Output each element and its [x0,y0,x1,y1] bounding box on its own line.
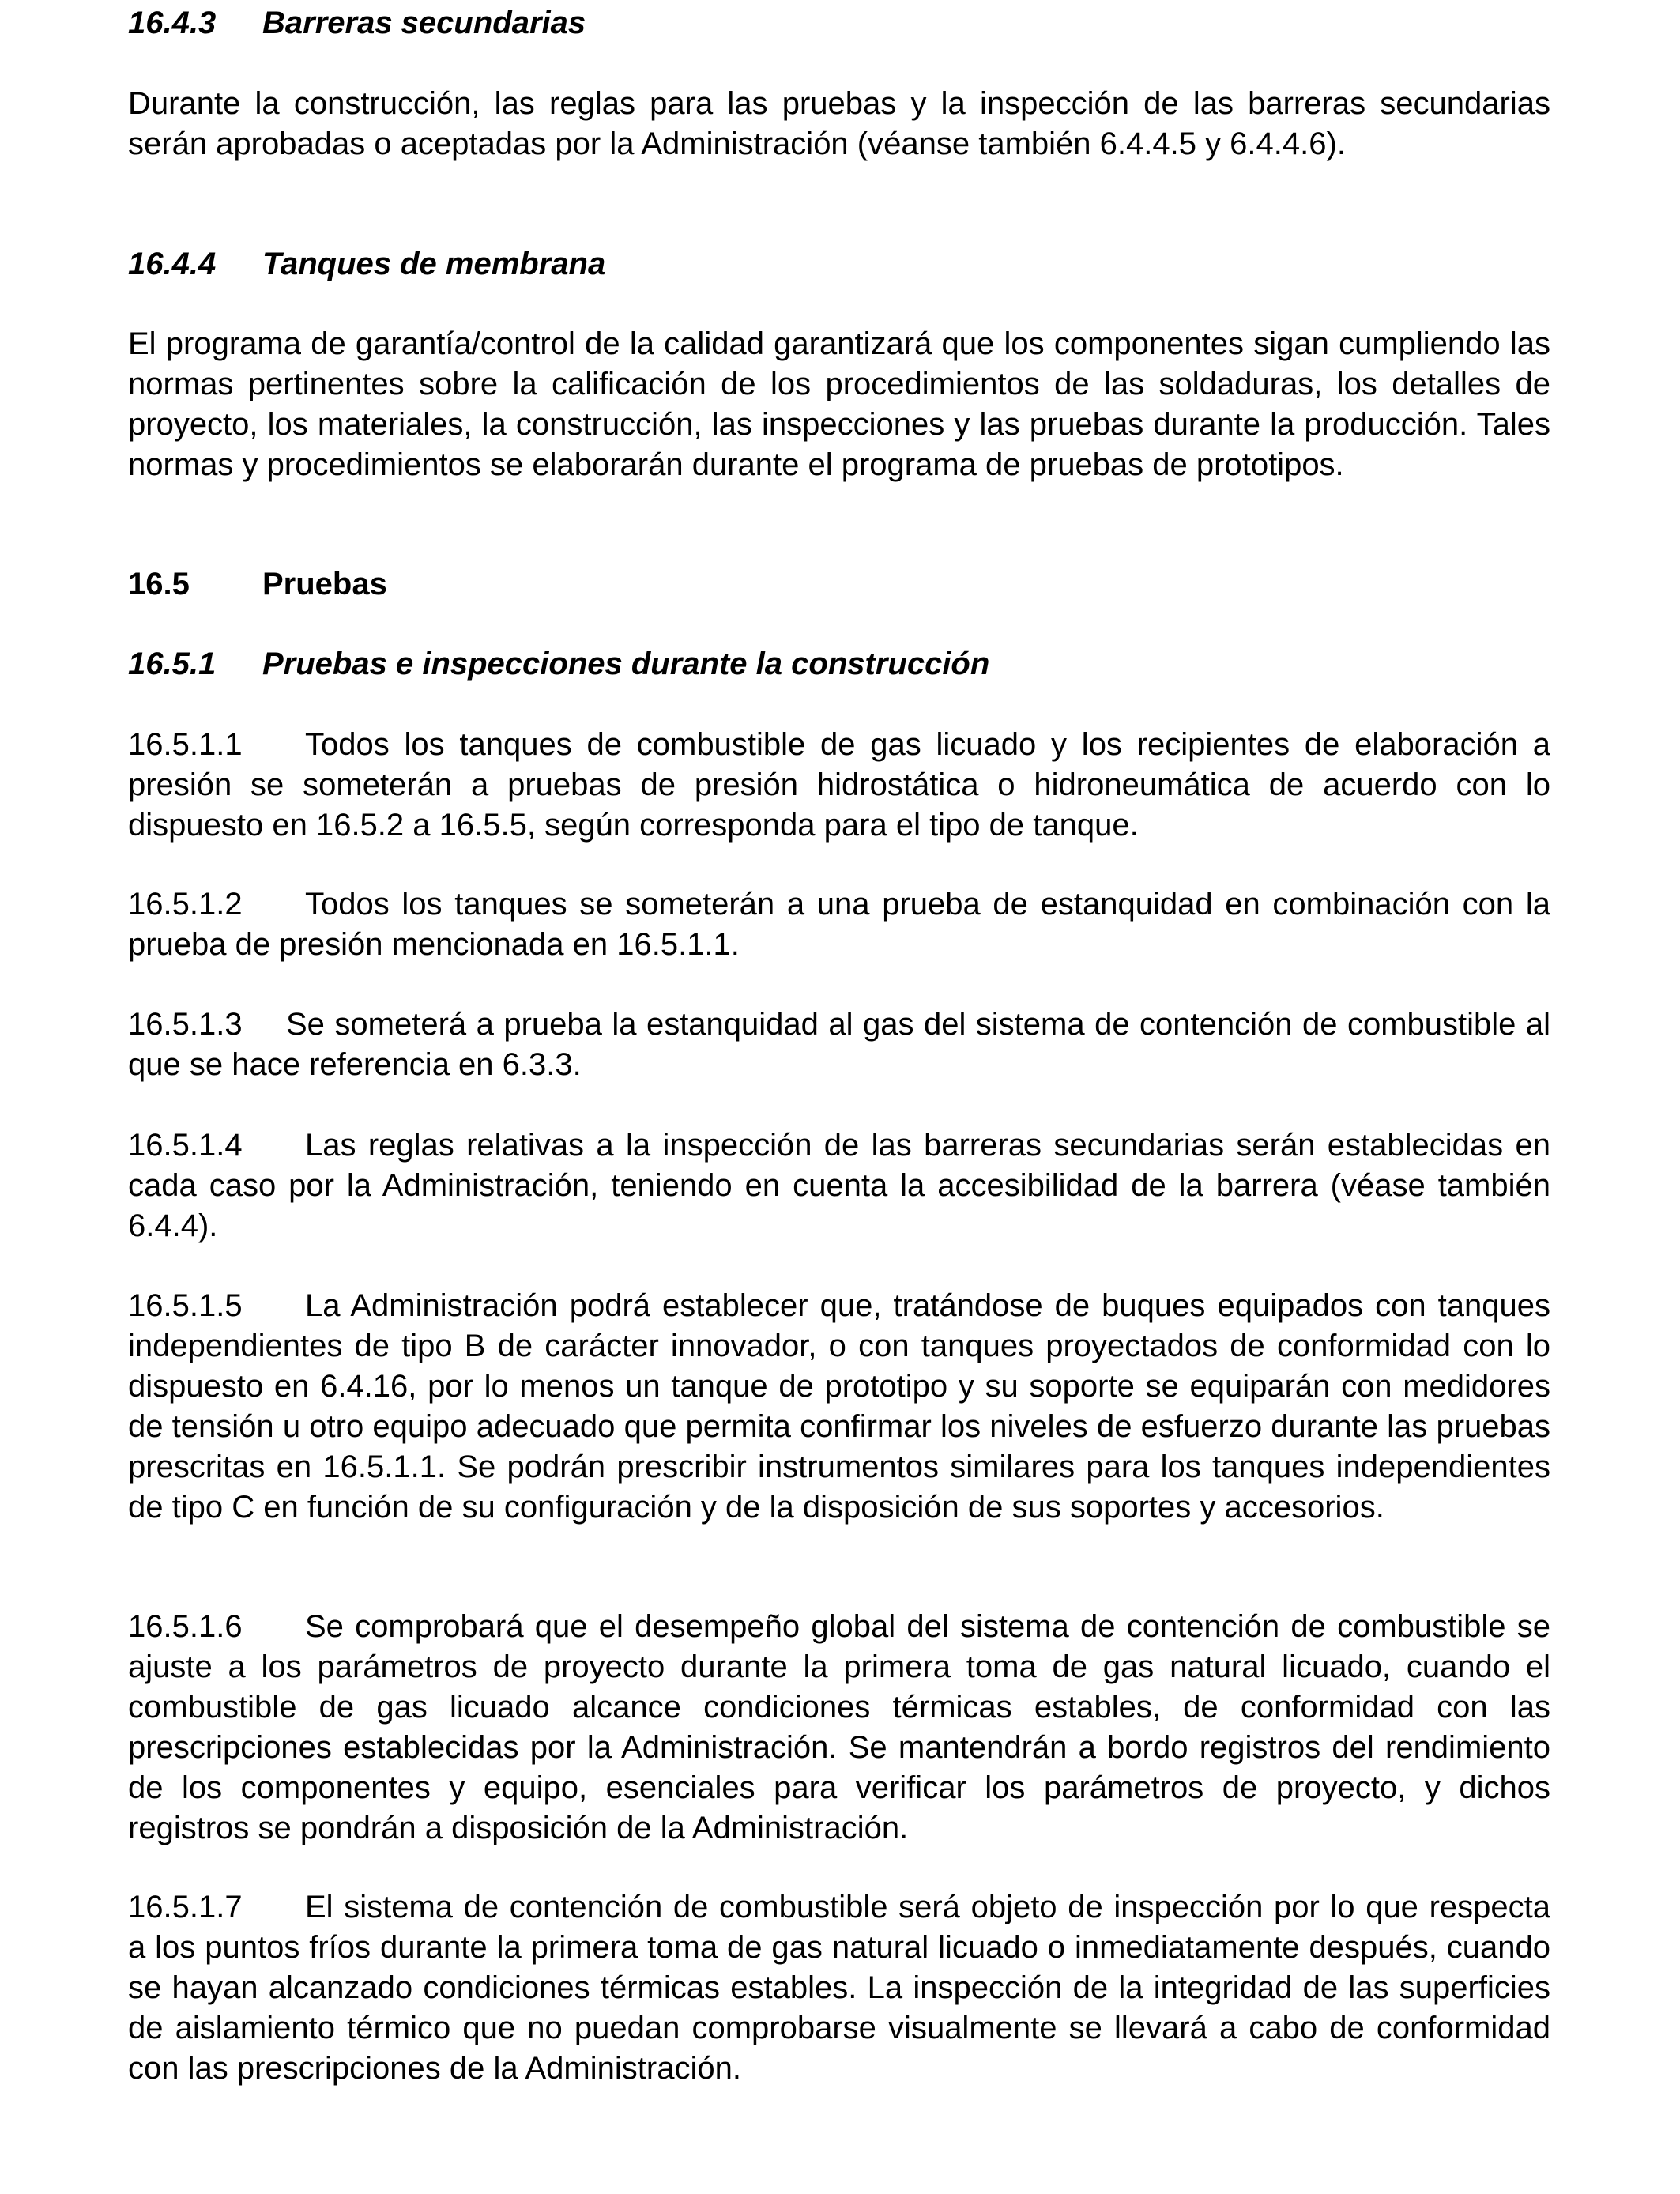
paragraph-text: El sistema de contención de combustible será objeto de inspección por lo que respecta a los puntos fríos durante la primera toma de gas natural licuado o inmediatamente después, cuando se hayan alcanzado condiciones térmicas estables. La inspección de la integridad de las superficies de aislamiento térmico que no puedan comprobarse visualmente se llevará a cabo de conformidad con las prescripciones de la Administración. [128,1890,1550,2086]
paragraph-16-4-3-body: Durante la construcción, las reglas para las pruebas y la inspección de las barreras secundarias serán aprobadas o aceptadas por la Administración (véanse también 6.4.4.5 y 6.4.4.6). [128,86,1550,161]
paragraph-text: Todos los tanques se someterán a una prueba de estanquidad en combinación con la prueba de presión mencionada en 16.5.1.1. [128,887,1550,962]
paragraph-16-5-1-7 [128,1887,1550,2089]
section-number: 16.4.3 [128,6,217,40]
paragraph-16-5-1-1 [128,725,1550,846]
paragraph-number: 16.5.1.3 [128,1007,243,1042]
paragraph-number: 16.5.1.6 [128,1609,243,1644]
section-number: 16.5.1 [128,647,217,681]
paragraph-text: Las reglas relativas a la inspección de las barreras secundarias serán establecidas en cada caso por la Administración, teniendo en cuenta la accesibilidad de la barrera (véase también 6.4.4). [128,1128,1550,1243]
paragraph-number: 16.5.1.4 [128,1128,243,1163]
section-title: Tanques de membrana [262,247,606,281]
paragraph-16-5-1-4 [128,1125,1550,1246]
paragraph-number: 16.5.1.7 [128,1890,243,1924]
heading-16-5 [128,564,387,605]
paragraph-16-5-1-6 [128,1607,1550,1849]
section-number: 16.4.4 [128,247,217,281]
paragraph-16-5-1-3 [128,1005,1550,1085]
paragraph-number: 16.5.1.1 [128,727,243,762]
section-title: Barreras secundarias [262,6,586,40]
paragraph-number: 16.5.1.5 [128,1288,243,1323]
heading-16-4-4 [128,244,605,285]
paragraph-number: 16.5.1.2 [128,887,243,922]
section-title: Pruebas [262,567,387,601]
paragraph-text: Se someterá a prueba la estanquidad al gas del sistema de contención de combustible al que se hace referencia en 6.3.3. [128,1007,1550,1082]
heading-16-4-3 [128,3,586,43]
paragraph-16-5-1-5 [128,1286,1550,1528]
paragraph-text: La Administración podrá establecer que, tratándose de buques equipados con tanques independientes de tipo B de carácter innovador, o con tanques proyectados de conformidad con lo dispuesto en 6.4.16, por lo menos un tanque de prototipo y su soporte se equiparán con medidores de tensión u otro equipo adecuado que permita confirmar los niveles de esfuerzo durante las pruebas prescritas en 16.5.1.1. Se podrán prescribir instrumentos similares para los tanques independientes de tipo C en función de su configuración y de la disposición de sus soportes y accesorios. [128,1288,1550,1525]
heading-16-5-1 [128,644,989,684]
paragraph-text: Se comprobará que el desempeño global del sistema de contención de combustible se ajuste a los parámetros de proyecto durante la primera toma de gas natural licuado, cuando el combustible de gas licuado alcance condiciones térmicas estables, de conformidad con las prescripciones establecidas por la Administración. Se mantendrán a bordo registros del rendimiento de los componentes y equipo, esenciales para verificar los parámetros de proyecto, y dichos registros se pondrán a disposición de la Administración. [128,1609,1550,1845]
paragraph-text: Todos los tanques de combustible de gas licuado y los recipientes de elaboración a presión se someterán a pruebas de presión hidrostática o hidroneumática de acuerdo con lo dispuesto en 16.5.2 a 16.5.5, según corresponda para el tipo de tanque. [128,727,1550,843]
section-number: 16.5 [128,567,190,601]
paragraph-16-5-1-2 [128,884,1550,965]
paragraph-16-4-4-body: El programa de garantía/control de la calidad garantizará que los componentes sigan cumpliendo las normas pertinentes sobre la calificación de los procedimientos de las soldaduras, los detalles de proyecto, los materiales, la construcción, las inspecciones y las pruebas durante la producción. Tales normas y procedimientos se elaborarán durante el programa de pruebas de prototipos. [128,326,1550,482]
section-title: Pruebas e inspecciones durante la construcción [262,647,990,681]
